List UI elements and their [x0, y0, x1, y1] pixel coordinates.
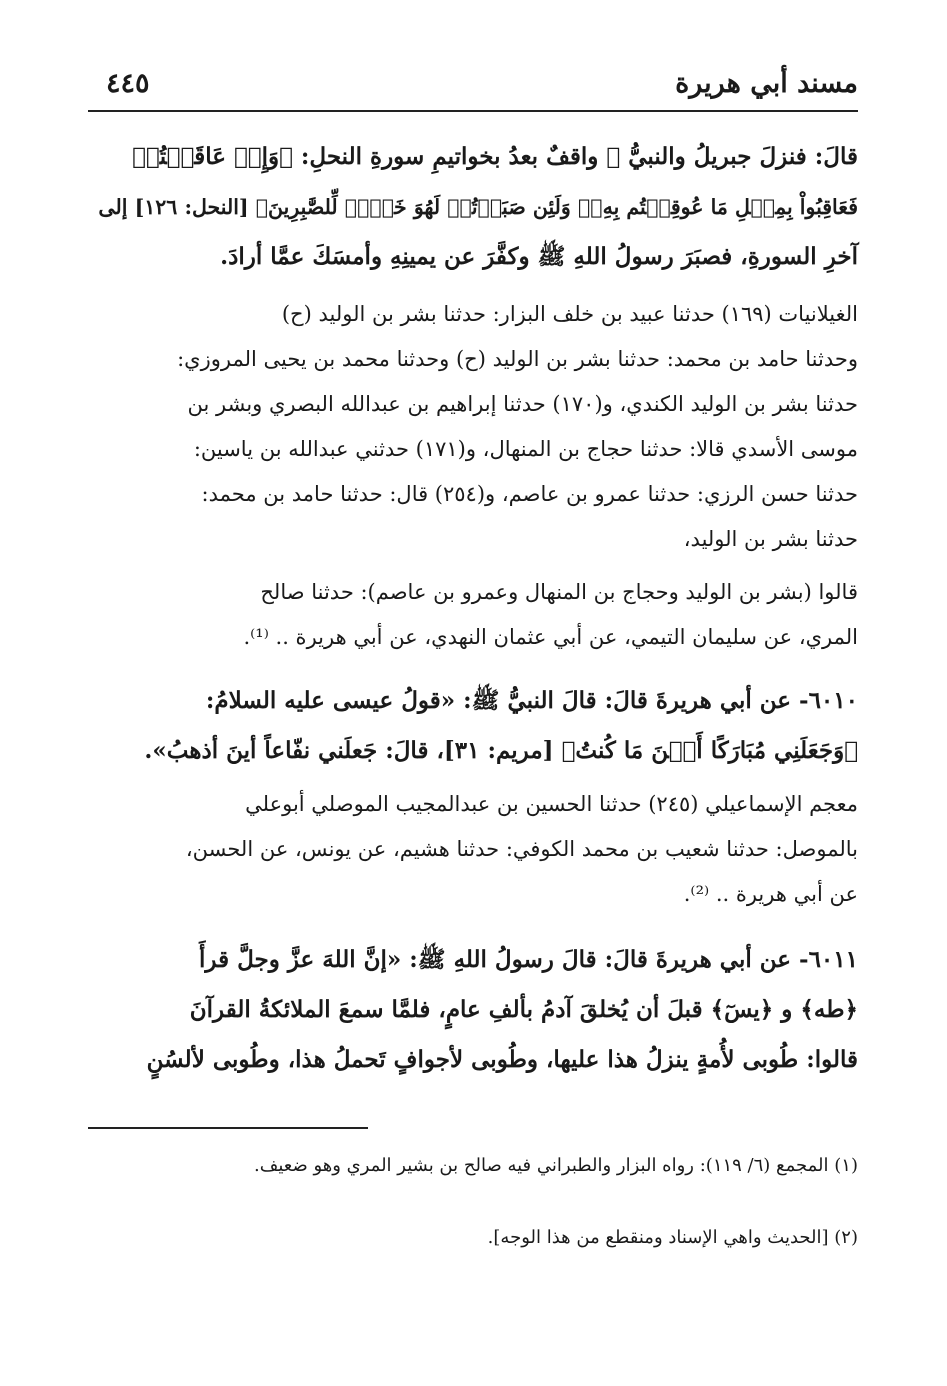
- isnad-paragraph: [88, 292, 858, 562]
- text-line: ﴿طه﴾ و ﴿يسٓ﴾ قبلَ أن يُخلقَ آدمُ بألفِ عامٍ، فلمَّا سمعَ الملائكةُ القرآنَ: [189, 996, 858, 1023]
- book-page: [88, 60, 858, 1248]
- book-title: مسند أبي هريرة: [675, 68, 858, 99]
- text-line: آخرِ السورةِ، فصبَرَ رسولُ اللهِ ﷺ وكفَّرَ عن يمينِهِ وأمسَكَ عمَّا أرادَ.: [220, 243, 858, 270]
- isnad-paragraph: [88, 782, 858, 917]
- footnote: (٢) [الحديث واهي الإسناد ومنقطع من هذا الوجه].: [487, 1227, 858, 1248]
- text-line: عن أبي هريرة .. ⁽²⁾.: [683, 882, 858, 906]
- footnotes: [88, 1148, 858, 1256]
- text-line: قالَ: فنزلَ جبريلُ والنبيُّ ﷺ واقفٌ بعدُ بخواتيمِ سورةِ النحلِ: ﴿وَإِنۡ عَاقَبۡتُمۡ: [132, 143, 858, 170]
- text-line: حدثنا حسن الرزي: حدثنا عمرو بن عاصم، و(٢٥٤) قال: حدثنا حامد بن محمد:: [201, 482, 858, 506]
- hadith-6011: [88, 935, 858, 1085]
- running-header: [88, 60, 858, 110]
- footnote-rule: [88, 1127, 368, 1129]
- text-line: موسى الأسدي قالا: حدثنا حجاج بن المنهال، و(١٧١) حدثني عبدالله بن ياسين:: [193, 437, 858, 461]
- text-line: قالوا: طُوبى لأُمةٍ ينزلُ هذا عليها، وطُوبى لأجوافٍ تَحملُ هذا، وطُوبى لألسُنٍ: [146, 1046, 858, 1073]
- hadith-6010: [88, 676, 858, 776]
- text-line: فَعَاقِبُواْ بِمِثۡلِ مَا عُوقِبۡتُم بِهِۦۖ وَلَئِن صَبَرۡتُمۡ لَهُوَ خَيۡرٞ لِّلصَّٰبِرِينَ﴾ [النحل: ١٢٦] إلى: [98, 195, 858, 219]
- text-line: ﴿وَجَعَلَنِي مُبَارَكًا أَيۡنَ مَا كُنتُ﴾ [مريم: ٣١]، قالَ: جَعلَني نفّاعاً أينَ أذهبُ».: [144, 737, 858, 764]
- footnote-continuation: [88, 1184, 858, 1220]
- text-line: ٦٠١٠- عن أبي هريرةَ قالَ: قالَ النبيُّ ﷺ: «قولُ عيسى عليه السلامُ:: [205, 687, 858, 714]
- text-line: حدثنا بشر بن الوليد،: [683, 527, 858, 551]
- isnad-paragraph: [88, 570, 858, 660]
- text-line: قالوا (بشر بن الوليد وحجاج بن المنهال وعمرو بن عاصم): حدثنا صالح: [260, 580, 858, 604]
- text-line: ٦٠١١- عن أبي هريرةَ قالَ: قالَ رسولُ اللهِ ﷺ: «إنَّ اللهَ عزَّ وجلَّ قرأَ: [199, 946, 858, 973]
- hadith-continuation: [88, 132, 858, 282]
- text-line: حدثنا بشر بن الوليد الكندي، و(١٧٠) حدثنا إبراهيم بن عبدالله البصري وبشر بن: [187, 392, 858, 416]
- text-line: بالموصل: حدثنا شعيب بن محمد الكوفي: حدثنا هشيم، عن يونس، عن الحسن،: [185, 837, 858, 861]
- text-line: الغيلانيات (١٦٩) حدثنا عبيد بن خلف البزار: حدثنا بشر بن الوليد (ح): [281, 302, 858, 326]
- text-line: وحدثنا حامد بن محمد: حدثنا بشر بن الوليد (ح) وحدثنا محمد بن يحيى المروزي:: [177, 347, 858, 371]
- page-number: ٤٤٥: [106, 68, 150, 99]
- text-line: معجم الإسماعيلي (٢٤٥) حدثنا الحسين بن عبدالمجيب الموصلي أبوعلي: [245, 792, 858, 816]
- footnote: (١) المجمع (٦/ ١١٩): رواه البزار والطبراني فيه صالح بن بشير المري وهو ضعيف.: [253, 1155, 858, 1176]
- header-rule: [88, 110, 858, 112]
- text-line: المري، عن سليمان التيمي، عن أبي عثمان النهدي، عن أبي هريرة .. ⁽¹⁾.: [243, 625, 858, 649]
